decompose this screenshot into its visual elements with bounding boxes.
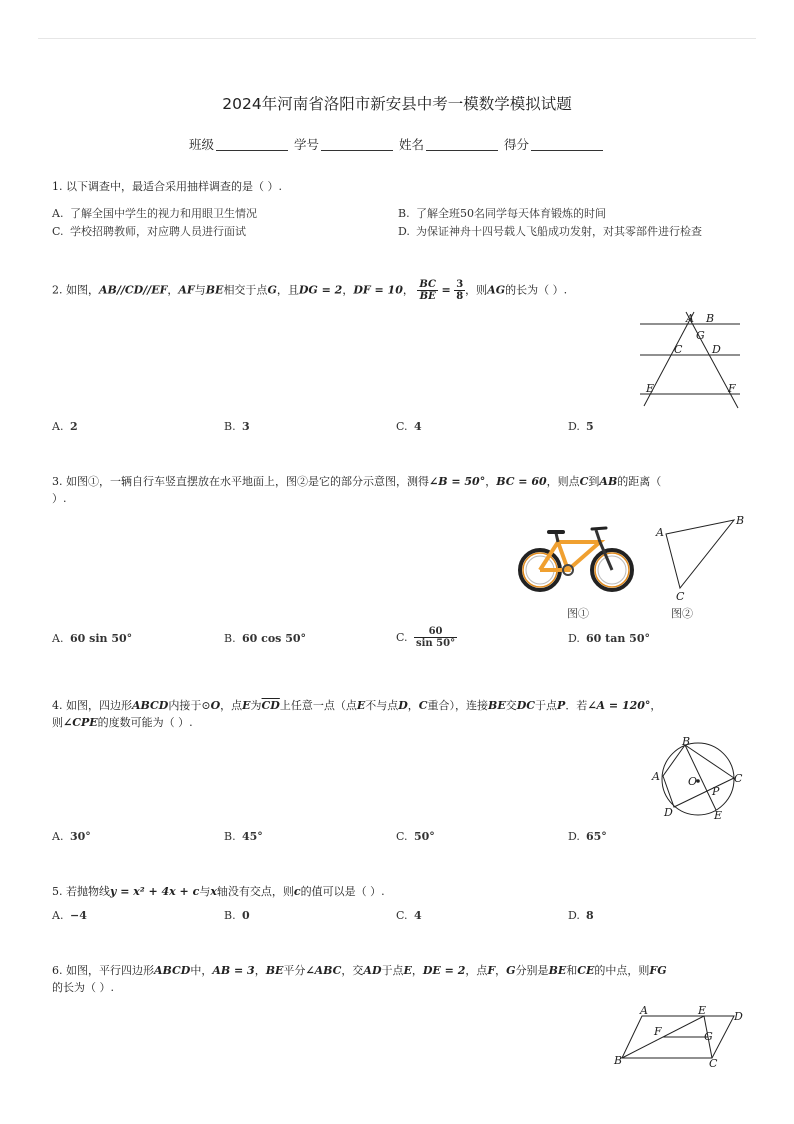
label-a: A <box>640 1004 648 1017</box>
question-3-stem: 3. 如图①，一辆自行车竖直摆放在水平地面上，图②是它的部分示意图，测得∠B = 50°，BC = 60，则点C到AB的距离（ ）. <box>52 475 662 505</box>
question-4-stem: 4. 如图，四边形ABCD内接于⊙O，点E为$\overline{CD}$上任意一点（点E不与点D，C重合），连接BE交DC于点P．若∠A = 120°， 则∠CPE的度数可能为（ ）. <box>52 699 662 729</box>
label-f: F <box>654 1025 662 1038</box>
class-blank[interactable] <box>216 138 288 151</box>
q3-option-c[interactable]: C. $\frac{60}{\sin 50^\circ}$ <box>396 626 456 649</box>
q5-option-d[interactable]: D. 8 <box>568 909 594 922</box>
name-blank[interactable] <box>426 138 498 151</box>
label-g: G <box>696 329 705 342</box>
label-c: C <box>734 772 743 785</box>
q2-option-b[interactable]: B. 3 <box>224 420 250 433</box>
label-e: E <box>698 1004 707 1017</box>
page-title: 2024年河南省洛阳市新安县中考一模数学模拟试题 <box>222 95 572 113</box>
triangle-abc <box>666 520 734 588</box>
figure-1-caption: 图① <box>567 607 589 620</box>
q2-option-c[interactable]: C. 4 <box>396 420 422 433</box>
label-o: O <box>688 775 698 788</box>
label-e: E <box>646 382 655 395</box>
q3-option-d[interactable]: D. 60 tan 50° <box>568 632 650 645</box>
label-f: F <box>728 382 736 395</box>
q5-option-a[interactable]: A. −4 <box>52 909 87 922</box>
bike-handlebar <box>592 528 606 529</box>
class-label: 班级 <box>188 137 214 152</box>
label-b: B <box>682 736 691 748</box>
q3-option-b[interactable]: B. 60 cos 50° <box>224 632 307 645</box>
student-info-line <box>0 135 794 153</box>
q4-option-d[interactable]: D. 65° <box>568 830 607 843</box>
q1-option-b[interactable]: B. 了解全班50名同学每天体育锻炼的时间 <box>398 207 606 220</box>
q5-option-b[interactable]: B. 0 <box>224 909 250 922</box>
label-b: B <box>706 312 715 325</box>
q1-option-a[interactable]: A. 了解全国中学生的视力和用眼卫生情况 <box>52 207 257 220</box>
label-d: D <box>712 343 721 356</box>
q4-inscribed-quadrilateral-figure <box>650 736 746 822</box>
q3-option-a[interactable]: A. 60 sin 50° <box>52 632 133 645</box>
label-a: A <box>686 312 694 325</box>
name-label: 姓名 <box>398 137 424 152</box>
label-d: D <box>734 1010 743 1023</box>
label-c: C <box>674 343 683 356</box>
q5-option-c[interactable]: C. 4 <box>396 909 422 922</box>
question-6-stem: 6. 如图，平行四边形ABCD中，AB = 3，BE平分∠ABC，交AD于点E，DE = 2，点F，G分别是BE和CE的中点，则FG 的长为（ ）. <box>52 964 667 994</box>
q3-bicycle-image <box>516 520 636 596</box>
q4-option-c[interactable]: C. 50° <box>396 830 435 843</box>
quadrilateral-abcd <box>663 745 734 807</box>
score-blank[interactable] <box>531 138 603 151</box>
id-label: 学号 <box>293 137 319 152</box>
label-e: E <box>714 809 723 822</box>
score-label: 得分 <box>503 137 529 152</box>
label-a: A <box>656 526 664 539</box>
label-a: A <box>652 770 660 783</box>
label-c: C <box>676 590 685 602</box>
question-5-stem: 5. 若抛物线y = x² + 4x + c与x轴没有交点，则c的值可以是（ ）. <box>52 885 385 898</box>
q2-option-a[interactable]: A. 2 <box>52 420 78 433</box>
q2-fraction-bc-be: $\frac{BC}{BE}$ <box>419 279 436 302</box>
label-c: C <box>709 1057 718 1068</box>
label-b: B <box>736 514 745 527</box>
top-divider <box>38 38 756 39</box>
q3-triangle-figure <box>650 512 750 602</box>
q4-option-b[interactable]: B. 45° <box>224 830 263 843</box>
label-d: D <box>664 806 673 819</box>
id-blank[interactable] <box>321 138 393 151</box>
figure-2-caption: 图② <box>671 607 693 620</box>
label-g: G <box>704 1030 713 1043</box>
q2-fraction-3-8: $\frac{3}{8}$ <box>456 279 464 302</box>
label-b: B <box>614 1054 623 1067</box>
label-p: P <box>712 785 720 798</box>
q1-option-c[interactable]: C. 学校招聘教师，对应聘人员进行面试 <box>52 225 246 238</box>
question-2-stem: 2. 如图，AB//CD//EF，AF与BE相交于点G，且DG = 2，DF = 10， $\frac{BC}{BE}$ = $\frac{3}{8}$ ，则AG的长为（ ）. <box>52 279 568 302</box>
q6-parallelogram-figure <box>612 1004 748 1068</box>
q2-parallel-lines-figure <box>634 308 746 412</box>
question-1-stem: 1. 以下调查中，最适合采用抽样调查的是（ ）. <box>52 180 282 193</box>
q4-option-a[interactable]: A. 30° <box>52 830 91 843</box>
q1-option-d[interactable]: D. 为保证神舟十四号载人飞船成功发射，对其零部件进行检查 <box>398 225 702 238</box>
q2-option-d[interactable]: D. 5 <box>568 420 594 433</box>
